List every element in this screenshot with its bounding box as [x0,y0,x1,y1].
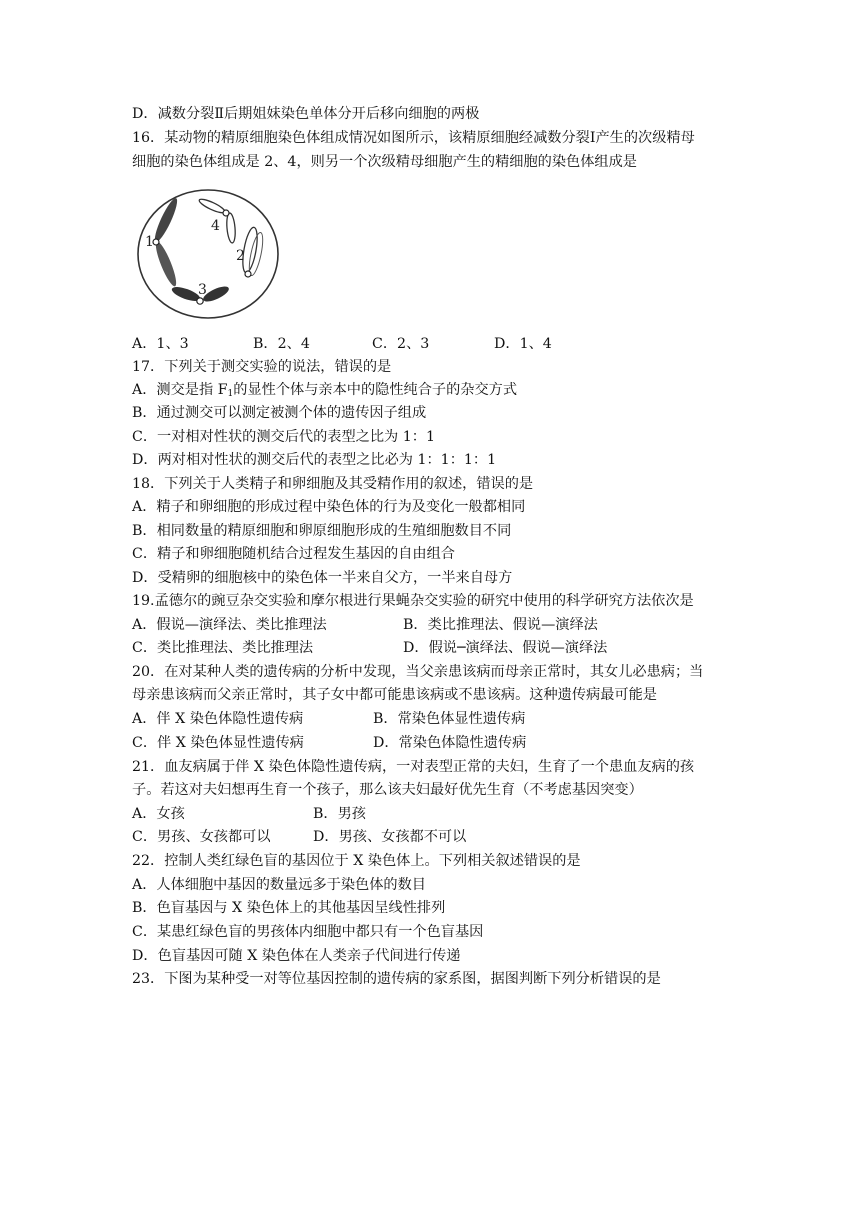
q19-option-c: C．类比推理法、类比推理法 [132,640,314,656]
q22-option-d: D．色盲基因可随 X 染色体在人类亲子代间进行传递 [132,948,461,964]
q21-option-c: C．男孩、女孩都可以 [132,829,271,845]
q21-stem-line2: 子。若这对夫妇想再生育一个孩子，那么该夫妇最好优先生育（不考虑基因突变） [132,782,643,798]
q17-option-b: B．通过测交可以测定被测个体的遗传因子组成 [132,405,427,421]
figure-label-2: 2 [236,248,245,264]
q16-option-c: C．2、3 [372,336,430,352]
q18-option-d: D．受精卵的细胞核中的染色体一半来自父方，一半来自母方 [132,570,513,586]
figure-label-1: 1 [145,234,154,250]
q20-option-c: C．伴 X 染色体显性遗传病 [132,735,304,751]
q21-option-d: D．男孩、女孩都不可以 [313,829,467,845]
q20-option-a: A．伴 X 染色体隐性遗传病 [132,711,304,727]
q19-option-a: A．假说—演绎法、类比推理法 [132,617,327,633]
q21-option-a: A．女孩 [132,806,185,822]
figure-label-3: 3 [198,282,207,298]
q20-stem-line2: 母亲患该病而父亲正常时，其子女中都可能患该病或不患该病。这种遗传病最可能是 [132,687,657,703]
q16-option-a: A．1、3 [132,336,189,352]
q16-option-b: B．2、4 [253,336,310,352]
q18-option-a: A．精子和卵细胞的形成过程中染色体的行为及变化一般都相同 [132,499,526,515]
q19-option-b: B．类比推理法、假说—演绎法 [403,617,598,633]
chromosome-cell-figure [136,188,281,321]
q19-stem: 19.孟德尔的豌豆杂交实验和摩尔根进行果蝇杂交实验的研究中使用的科学研究方法依次是 [132,593,694,609]
q22-stem: 22．控制人类红绿色盲的基因位于 X 染色体上。下列相关叙述错误的是 [132,853,581,869]
q22-option-c: C．某患红绿色盲的男孩体内细胞中都只有一个色盲基因 [132,924,484,940]
q16-stem-line2: 细胞的染色体组成是 2、4，则另一个次级精母细胞产生的精细胞的染色体组成是 [132,154,637,170]
chromosome-1 [151,196,180,288]
figure-label-4: 4 [211,218,220,234]
q20-option-b: B．常染色体显性遗传病 [373,711,526,727]
q17-option-d: D．两对相对性状的测交后代的表型之比必为 1：1：1：1 [132,452,497,468]
q20-option-d: D．常染色体隐性遗传病 [373,735,527,751]
q20-stem-line1: 20．在对某种人类的遗传病的分析中发现，当父亲患该病而母亲正常时，其女儿必患病；当 [132,664,704,680]
q21-option-b: B．男孩 [313,806,366,822]
q17-stem: 17．下列关于测交实验的说法，错误的是 [132,359,392,375]
q18-option-c: C．精子和卵细胞随机结合过程发生基因的自由组合 [132,546,455,562]
q18-option-b: B．相同数量的精原细胞和卵原细胞形成的生殖细胞数目不同 [132,523,512,539]
q16-option-d: D．1、4 [494,336,552,352]
q18-stem: 18．下列关于人类精子和卵细胞及其受精作用的叙述，错误的是 [132,476,534,492]
q22-option-a: A．人体细胞中基因的数量远多于染色体的数目 [132,877,426,893]
q17-option-c: C．一对相对性状的测交后代的表型之比为 1：1 [132,429,435,445]
q15-option-d: D．减数分裂Ⅱ后期姐妹染色单体分开后移向细胞的两极 [132,106,480,122]
q22-option-b: B．色盲基因与 X 染色体上的其他基因呈线性排列 [132,900,446,916]
q17-option-a: A．测交是指 $F_1$的显性个体与亲本中的隐性纯合子的杂交方式 [132,382,518,399]
q21-stem-line1: 21．血友病属于伴 X 染色体隐性遗传病，一对表型正常的夫妇，生育了一个患血友病的孩 [132,759,695,775]
q19-option-d: D．假说─演绎法、假说—演绎法 [403,640,608,656]
q23-stem: 23．下图为某种受一对等位基因控制的遗传病的家系图，据图判断下列分析错误的是 [132,971,661,987]
q16-stem-line1: 16．某动物的精原细胞染色体组成情况如图所示，该精原细胞经减数分裂Ⅰ产生的次级精母 [132,130,695,146]
